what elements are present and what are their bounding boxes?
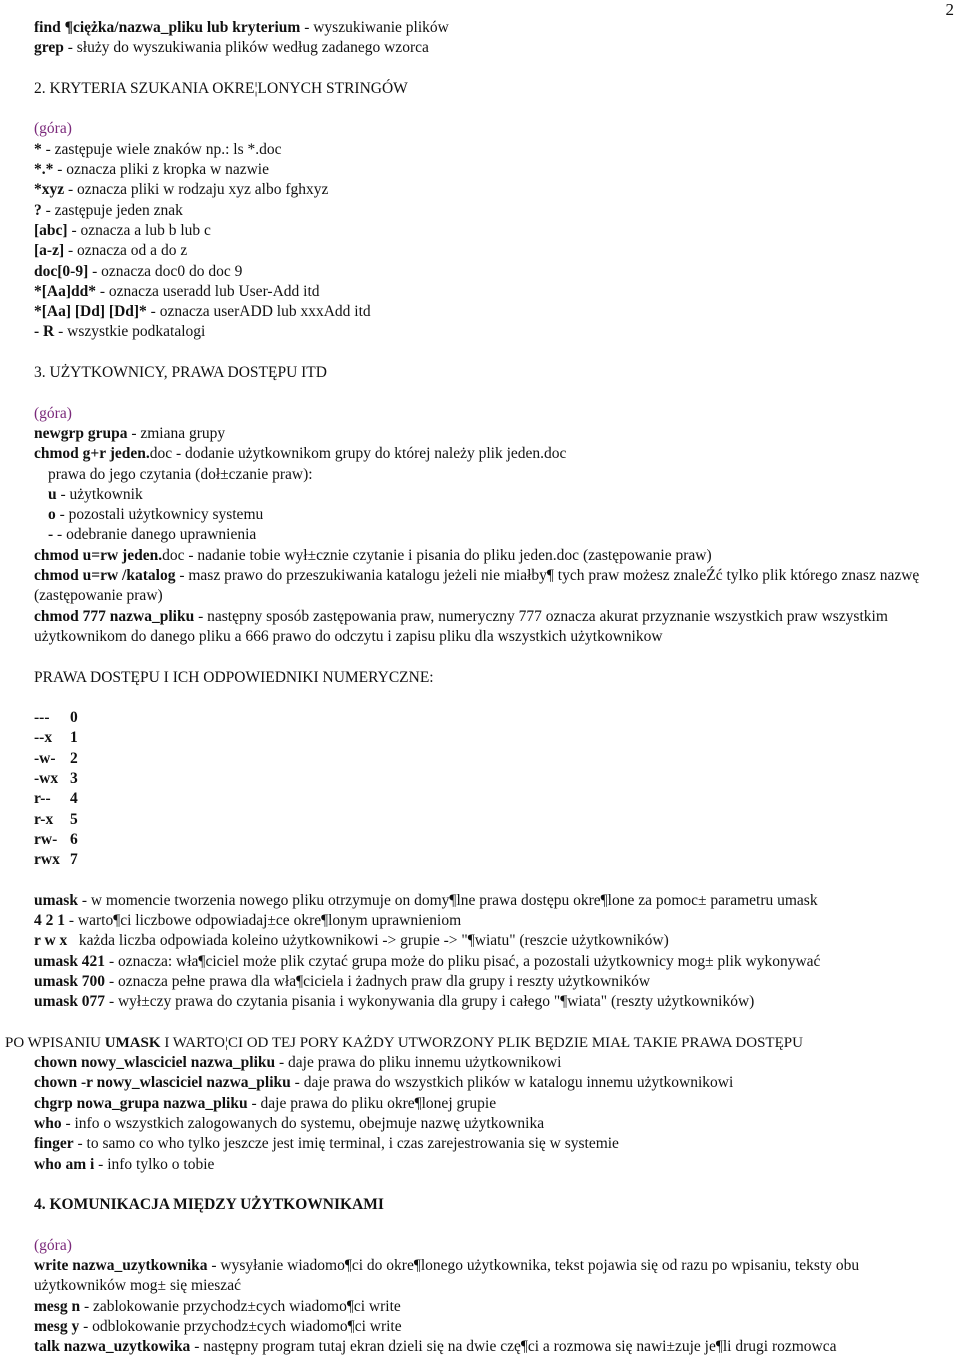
umask-line: umask 700 - oznacza pełne prawa dla wła¶ciciela i żadnych praw dla grupy i reszty użytkowników xyxy=(34,972,651,990)
top-link[interactable]: (góra) xyxy=(34,404,72,422)
cmd-line: mesg n - zablokowanie przychodz±cych wiadomo¶ci write xyxy=(34,1297,401,1315)
document-body xyxy=(5,18,954,1358)
section-heading-2: 2. KRYTERIA SZUKANIA OKRE¦LONYCH STRINGÓW xyxy=(34,79,408,97)
pattern-line: doc[0-9] - oznacza doc0 do doc 9 xyxy=(34,262,243,280)
perm-row: rw- 6 xyxy=(34,830,78,848)
cmd-paragraph: write nazwa_uzytkownika - wysyłanie wiadomo¶ci do okre¶lonego użytkownika, tekst pojawia się od razu po wpisaniu, teksty obu użytkowników mog± się mieszać xyxy=(34,1257,860,1295)
umask-notice: PO WPISANIU UMASK I WARTO¦CI OD TEJ PORY KAŻDY UTWORZONY PLIK BĘDZIE MIAŁ TAKIE PRAWA DOSTĘPU xyxy=(5,1034,803,1051)
pattern-line: *[Aa] [Dd] [Dd]* - oznacza userADD lub xxxAdd itd xyxy=(34,303,371,321)
umask-line: 4 2 1 - warto¶ci liczbowe odpowiadaj±ce okre¶lonym uprawnieniom xyxy=(34,912,462,930)
perm-row: --- 0 xyxy=(34,709,78,727)
perm-row: -wx 3 xyxy=(34,769,78,787)
cmd-line: mesg y - odblokowanie przychodz±cych wiadomo¶ci write xyxy=(34,1318,402,1335)
indented-line: u - użytkownik xyxy=(48,485,143,503)
owner-line: chgrp nowa_grupa nazwa_pliku - daje prawa do pliku okre¶lonej grupie xyxy=(34,1094,497,1112)
section-heading-3: 3. UŻYTKOWNICY, PRAWA DOSTĘPU ITD xyxy=(34,364,327,382)
top-link[interactable]: (góra) xyxy=(34,1236,72,1254)
owner-line: chown nowy_wlasciciel nazwa_pliku - daje prawa do pliku innemu użytkownikowi xyxy=(34,1054,562,1072)
umask-line: umask 077 - wył±czy prawa do czytania pisania i wykonywania dla grupy i całego "¶wiata" (reszty użytkowników) xyxy=(34,993,755,1011)
cmd-paragraph: chmod u=rw /katalog - masz prawo do przeszukiwania katalogu jeżeli nie miałby¶ tych praw możesz znaleŹć tylko plik którego znasz nazwę (zastępowanie praw) xyxy=(34,567,920,605)
indented-line: - - odebranie danego uprawnienia xyxy=(48,526,257,544)
cmd-line: chmod u=rw jeden.doc - nadanie tobie wył±cznie czytanie i pisania do pliku jeden.doc (zastępowanie praw) xyxy=(34,546,712,564)
owner-line: finger - to samo co who tylko jeszcze jest imię terminal, i czas zarejestrowania się w systemie xyxy=(34,1135,619,1153)
pattern-line: ? - zastępuje jeden znak xyxy=(34,201,183,219)
page-number: 2 xyxy=(945,0,954,19)
perm-row: rwx 7 xyxy=(34,851,78,869)
owner-line: chown -r nowy_wlasciciel nazwa_pliku - daje prawa do wszystkich plików w katalogu innemu użytkownikowi xyxy=(34,1074,734,1092)
cmd-line: talk nazwa_uzytkowika - następny program tutaj ekran dzieli się na dwie czę¶ci a rozmowa się nawi±zuje je¶li drugi rozmowca xyxy=(34,1338,837,1356)
umask-line: umask 421 - oznacza: wła¶ciciel może plik czytać grupa może do pliku pisać, a pozostali użytkownicy mog± plik wykonywać xyxy=(34,952,821,970)
pattern-line: [abc] - oznacza a lub b lub c xyxy=(34,221,211,239)
owner-line: who - info o wszystkich zalogowanych do systemu, obejmuje nazwę użytkownika xyxy=(34,1115,545,1133)
cmd-line: newgrp grupa - zmiana grupy xyxy=(34,424,226,442)
perms-heading: PRAWA DOSTĘPU I ICH ODPOWIEDNIKI NUMERYCZNE: xyxy=(34,668,434,686)
indented-line: o - pozostali użytkownicy systemu xyxy=(48,506,264,524)
section-heading-4: 4. KOMUNIKACJA MIĘDZY UŻYTKOWNIKAMI xyxy=(34,1196,384,1214)
indented-line: prawa do jego czytania (doł±czanie praw): xyxy=(48,465,313,483)
pattern-line: *xyz - oznacza pliki w rodzaju xyz albo fghxyz xyxy=(34,181,329,199)
cmd-paragraph: chmod 777 nazwa_pliku - następny sposób zastępowania praw, numeryczny 777 oznacza akurat przyznanie wszystkich praw wszystkim użytkownikom do danego pliku a 666 prawo do odczytu i zapisu pliku dla wszystkich użytkownikow xyxy=(34,607,888,645)
pattern-line: *.* - oznacza pliki z kropka w nazwie xyxy=(34,161,269,179)
cmd-line: grep - służy do wyszukiwania plików według zadanego wzorca xyxy=(34,39,429,57)
owner-line: who am i - info tylko o tobie xyxy=(34,1155,215,1173)
cmd-line: chmod g+r jeden.doc - dodanie użytkownikom grupy do której należy plik jeden.doc xyxy=(34,445,567,463)
perm-row: r-x 5 xyxy=(34,810,78,828)
pattern-line: - R - wszystkie podkatalogi xyxy=(34,323,206,341)
cmd-line: find ¶ciężka/nazwa_pliku lub kryterium - wyszukiwanie plików xyxy=(34,19,449,36)
pattern-line: *[Aa]dd* - oznacza useradd lub User-Add itd xyxy=(34,282,320,300)
perm-row: -w- 2 xyxy=(34,749,78,767)
umask-line: r w x każda liczba odpowiada koleino użytkownikowi -> grupie -> "¶wiatu" (reszcie użytkowników) xyxy=(34,932,669,950)
umask-line: umask - w momencie tworzenia nowego pliku otrzymuje on domy¶lne prawa dostępu okre¶lone za pomoc± parametru umask xyxy=(34,891,818,909)
top-link[interactable]: (góra) xyxy=(34,120,72,138)
perm-row: --x 1 xyxy=(34,729,78,747)
perm-row: r-- 4 xyxy=(34,790,78,808)
pattern-line: * - zastępuje wiele znaków np.: ls *.doc xyxy=(34,140,282,158)
pattern-line: [a-z] - oznacza od a do z xyxy=(34,242,188,260)
